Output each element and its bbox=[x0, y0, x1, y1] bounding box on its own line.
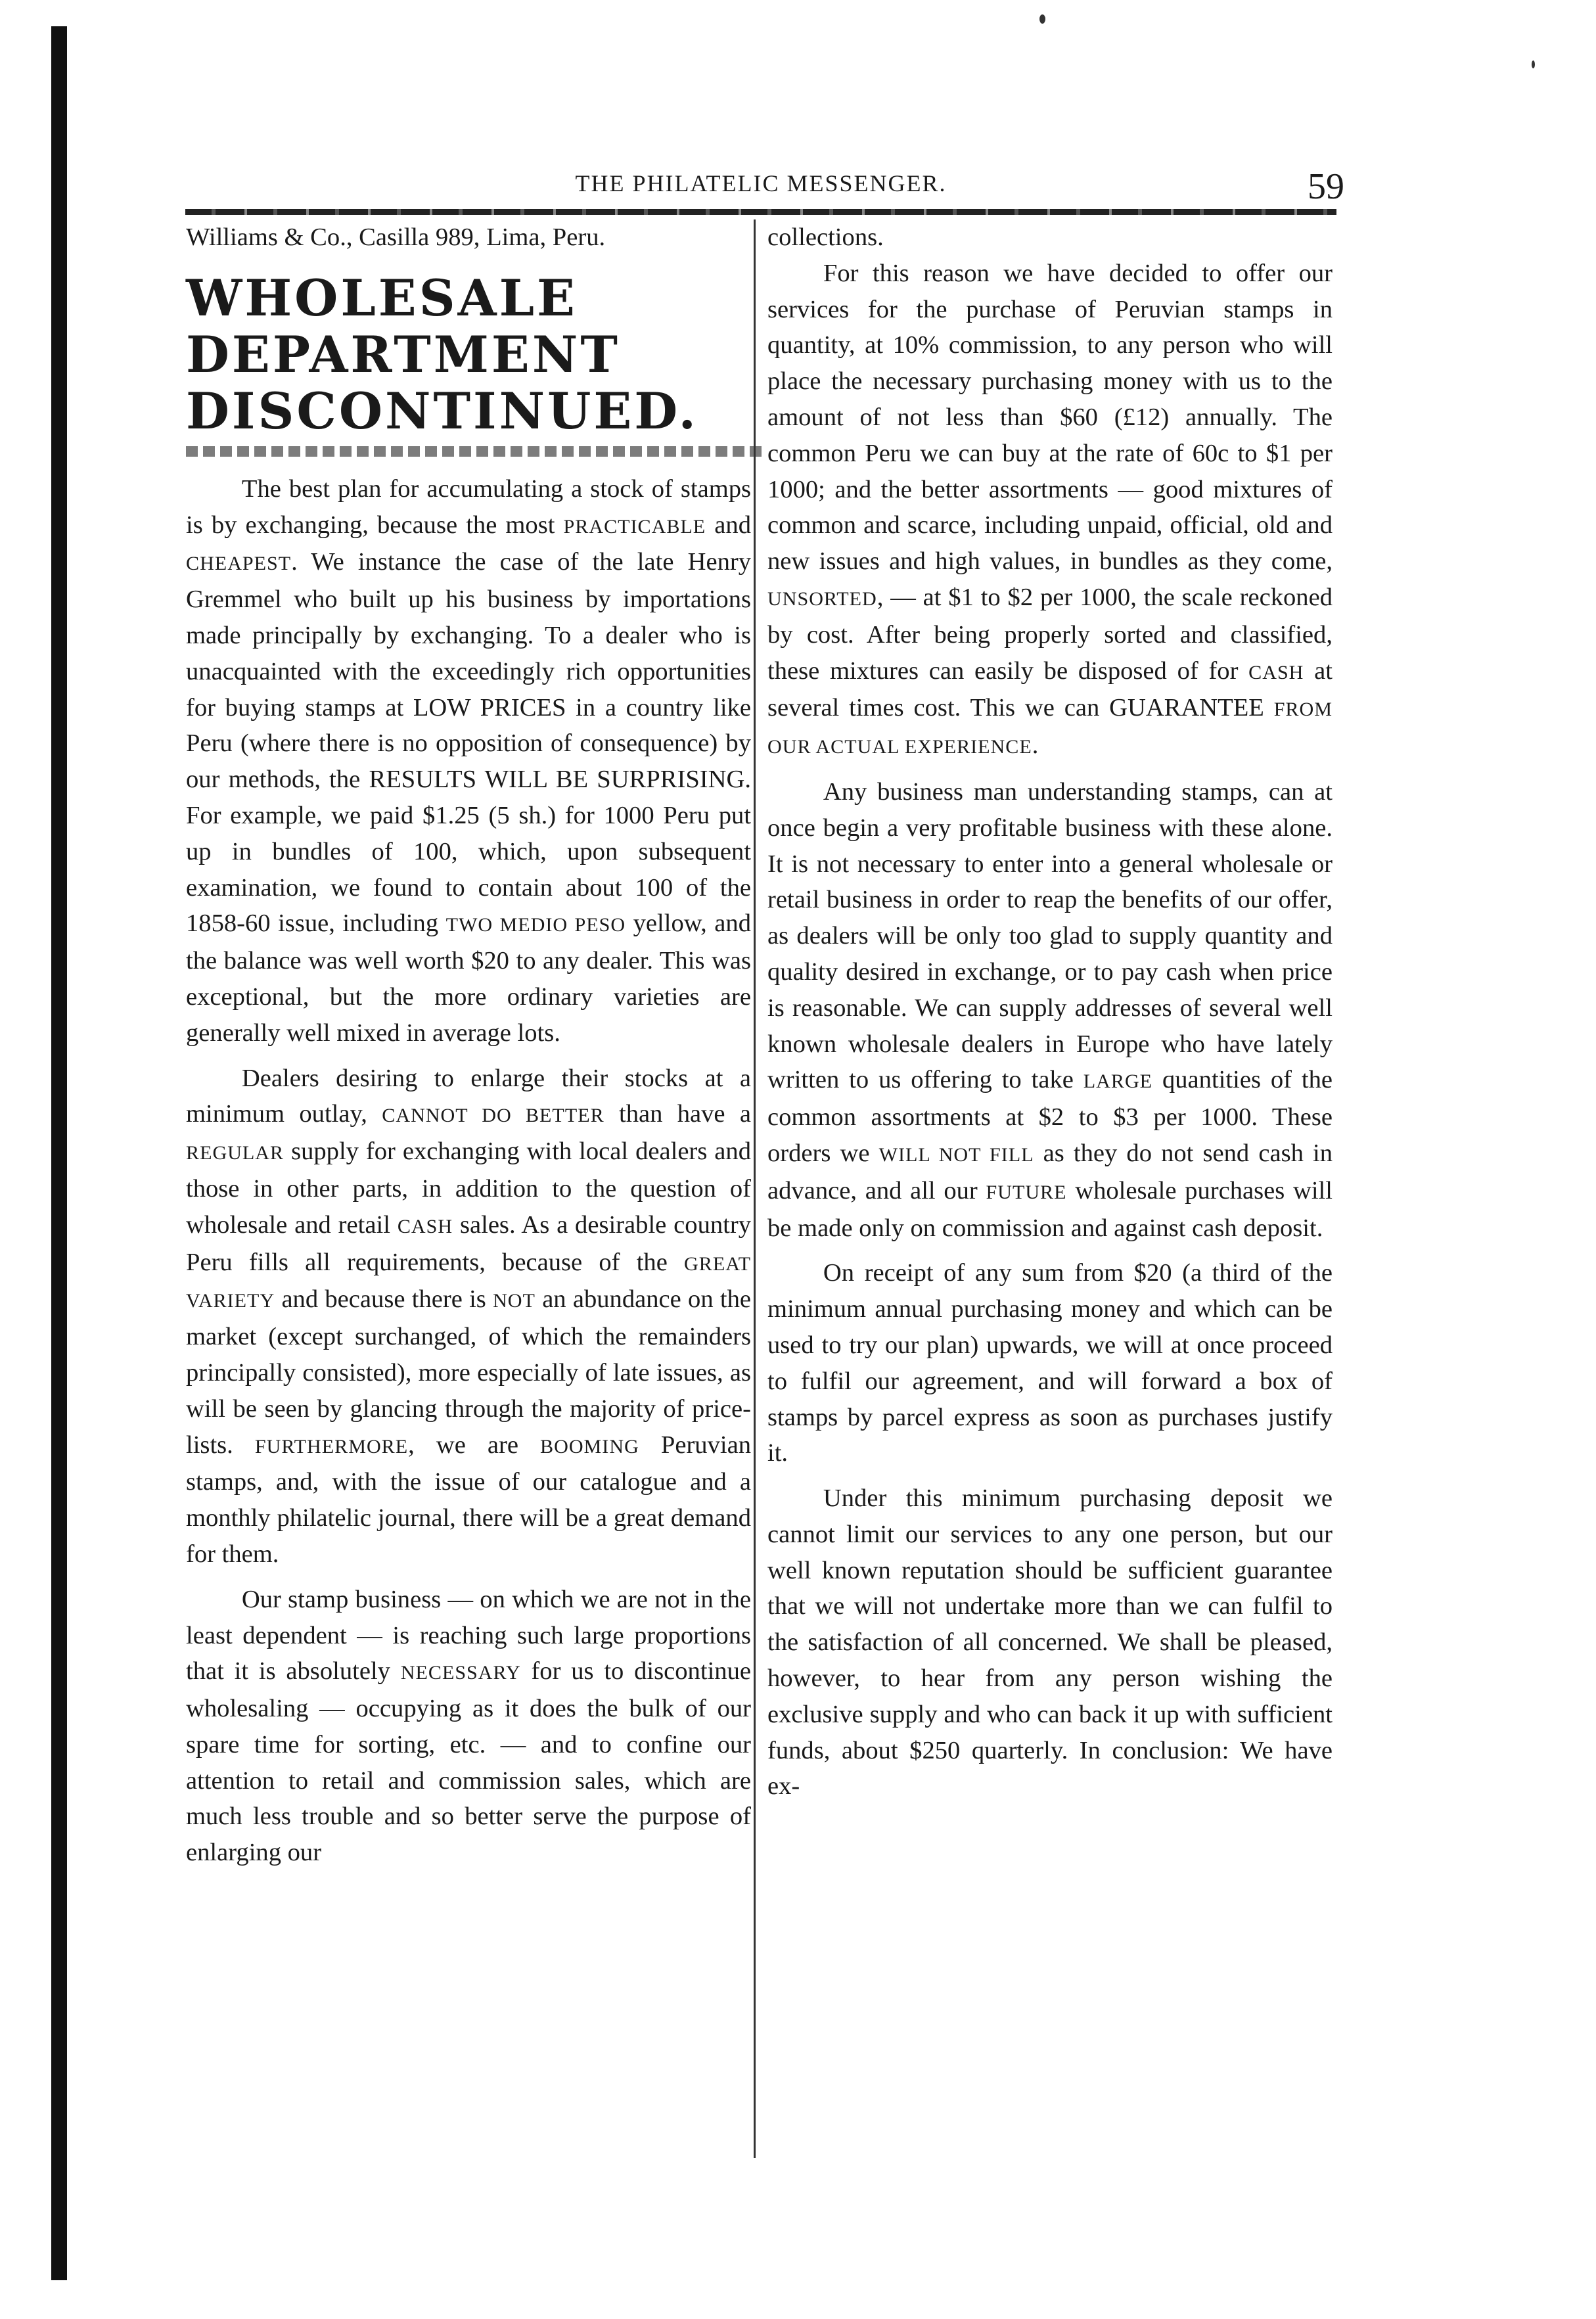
continuation-text: collections. bbox=[767, 223, 884, 251]
headline-line: DISCONTINUED. bbox=[186, 381, 698, 440]
small-caps-text: NOT bbox=[493, 1289, 536, 1312]
small-caps-text: BOOMING bbox=[540, 1435, 639, 1458]
column-divider bbox=[754, 219, 756, 2158]
text-run: and because there is bbox=[275, 1285, 493, 1314]
body-paragraph bbox=[186, 1061, 751, 1573]
small-caps-text: PRACTICABLE bbox=[563, 515, 706, 538]
left-column bbox=[186, 219, 751, 1871]
text-run: quantities of the common assortments at $2 to $3 per 1000. These orders we bbox=[767, 1066, 1333, 1167]
journal-title: THE PHILATELIC MESSENGER. bbox=[575, 170, 947, 196]
body-paragraph bbox=[767, 1481, 1333, 1804]
running-head bbox=[185, 166, 1344, 209]
text-run: Any business man understanding stamps, can at once begin a very profitable business with these alone. It is not necessary to enter into a general wholesale or retail business in order to reap the benefits of our offer, as dealers will be only too glad to supply quantity and quality desired in exchange, or to pay cash when price is reasonable. We can supply addresses of several well known wholesale dealers in Europe who have lately written to us offering to take bbox=[767, 777, 1333, 1094]
body-paragraph bbox=[186, 1582, 751, 1871]
header-rule bbox=[185, 209, 1336, 215]
small-caps-text: LARGE bbox=[1083, 1070, 1153, 1093]
text-run: The best plan for accumulating a stock of stamps is by exchanging, because the most bbox=[186, 474, 751, 539]
left-body-text bbox=[186, 471, 751, 1871]
speck-mark bbox=[1039, 14, 1045, 24]
headline-line: DEPARTMENT bbox=[186, 325, 620, 384]
headline bbox=[186, 270, 751, 440]
text-run: . We instance the case of the late Henry Gremmel who built up his business by importations made principally by exchanging. To a dealer who is unacquainted with the exceedingly rich opportunities for buying stamps at LOW PRICES in a country like Peru (where there is no opposition of consequence) by our methods, the RESULTS WILL BE SURPRISING. For example, we paid $1.25 (5 sh.) for 1000 Peru put up in bundles of 100, which, upon subsequent examination, we found to contain about 100 of the 1858-60 issue, including bbox=[186, 548, 751, 938]
text-run: supply for exchanging with local dealers and those in other parts, in addition to the question of wholesale and retail bbox=[186, 1137, 751, 1239]
text-run: , — at $1 to $2 per 1000, the scale reckoned by cost. After being properly sorted and classified, these mixtures can easily be disposed of for bbox=[767, 583, 1333, 685]
body-paragraph bbox=[767, 1255, 1333, 1471]
page-binding-edge bbox=[51, 26, 67, 2280]
text-run: Under this minimum purchasing deposit we cannot limit our services to any one person, but our well known reputation should be sufficient guarantee that we will not undertake more than we can fulfil to the satisfaction of all concerned. We shall be pleased, however, to hear from any person wishing the exclusive supply and who can back it up with sufficient funds, about $250 quarterly. In conclusion: We have ex- bbox=[767, 1484, 1333, 1801]
headline-rule bbox=[186, 446, 764, 457]
text-run: On receipt of any sum from $20 (a third of the minimum annual purchasing money and which can be used to try our plan) upwards, we will at once proceed to fulfil our agreement, and will forward a box of stamps by parcel express as soon as purchases justify it. bbox=[767, 1259, 1333, 1467]
body-paragraph bbox=[186, 471, 751, 1051]
headline-line: WHOLESALE bbox=[186, 268, 578, 327]
right-body-text bbox=[767, 256, 1333, 1804]
text-run: an abundance on the market (except surchanged, of which the remainders principally consisted), more especially of late issues, as will be seen by glancing through the majority of price-lists. bbox=[186, 1285, 752, 1459]
small-caps-text: CHEAPEST bbox=[186, 552, 292, 575]
text-run: wholesale purchases will be made only on commission and against cash deposit. bbox=[767, 1176, 1333, 1242]
speck-mark bbox=[1532, 60, 1535, 68]
small-caps-text: FUTURE bbox=[986, 1180, 1067, 1203]
text-run: , we are bbox=[408, 1431, 541, 1459]
small-caps-text: UNSORTED bbox=[767, 587, 877, 610]
text-run: than have a bbox=[604, 1100, 751, 1128]
body-paragraph bbox=[767, 256, 1333, 765]
small-caps-text: REGULAR bbox=[186, 1141, 285, 1164]
text-run: sales. As a desirable country Peru fills all requirements, because of the bbox=[186, 1210, 752, 1276]
text-run: Dealers desiring to enlarge their stocks at a minimum outlay, bbox=[186, 1064, 751, 1128]
text-run: For this reason we have decided to offer our services for the purchase of Peruvian stamps in quantity, at 10% commission, to any person who will place the necessary purchasing money with us to the amount of not less than $60 (£12) annually. The common Peru we can buy at the rate of 60c to $1 per 1000; and the better assortments — good mixtures of common and scarce, including unpaid, official, old and new issues and high values, in bundles as they come, bbox=[767, 259, 1333, 576]
address-line: Williams & Co., Casilla 989, Lima, Peru. bbox=[186, 223, 606, 251]
small-caps-text: NECESSARY bbox=[400, 1661, 521, 1684]
small-caps-text: WILL NOT FILL bbox=[878, 1143, 1034, 1166]
text-run: and bbox=[706, 511, 751, 539]
small-caps-text: FURTHERMORE bbox=[254, 1435, 409, 1458]
text-run: Our stamp business — on which we are not in the least dependent — is reaching such large proportions that it is absolutely bbox=[186, 1585, 751, 1686]
small-caps-text: FROM OUR ACTUAL EXPERIENCE bbox=[767, 698, 1333, 758]
text-run: . bbox=[1032, 731, 1039, 760]
text-run: at several times cost. This we can GUARANTEE bbox=[767, 656, 1333, 722]
small-caps-text: CANNOT DO BETTER bbox=[382, 1104, 604, 1127]
text-run: Peruvian stamps, and, with the issue of our catalogue and a monthly philatelic journal, there will be a great demand for them. bbox=[186, 1431, 751, 1568]
text-run: as they do not send cash in advance, and all our bbox=[767, 1139, 1333, 1205]
page-number: 59 bbox=[1308, 166, 1344, 207]
small-caps-text: TWO MEDIO PESO bbox=[445, 913, 626, 936]
small-caps-text: CASH bbox=[397, 1214, 453, 1237]
body-paragraph bbox=[767, 774, 1333, 1246]
small-caps-text: GREAT VARIETY bbox=[186, 1252, 751, 1312]
text-run: yellow, and the balance was well worth $20 to any dealer. This was exceptional, but the more ordinary varieties are generally well mixed in average lots. bbox=[186, 909, 751, 1047]
small-caps-text: CASH bbox=[1248, 660, 1304, 683]
text-run: for us to discontinue wholesaling — occupying as it does the bulk of our spare time for sorting, etc. — and to confine our attention to retail and commission sales, which are much less trouble and so better serve the purpose of enlarging our bbox=[186, 1657, 751, 1867]
right-column bbox=[767, 219, 1333, 1804]
